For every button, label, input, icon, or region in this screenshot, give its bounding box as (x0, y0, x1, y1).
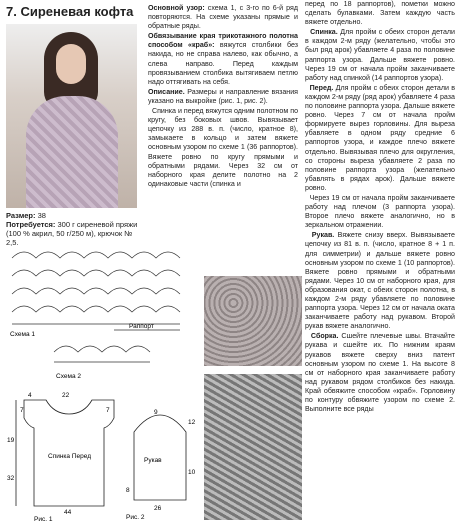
pattern-fig-2 (120, 388, 202, 522)
dim-8: 8 (126, 487, 130, 494)
materials-label: Потребуется: (6, 220, 56, 229)
fig-1-label: Рис. 1 (34, 516, 53, 522)
knit-detail-photo-2 (204, 374, 302, 520)
scheme-2-label: Схема 2 (56, 373, 81, 380)
fig-2-label: Рис. 2 (126, 514, 145, 521)
size-value: 38 (37, 211, 46, 220)
crochet-scheme-2 (44, 338, 174, 384)
dim-7-a: 7 (20, 407, 24, 414)
size-label: Размер: (6, 211, 36, 220)
dim-9: 9 (154, 409, 158, 416)
text-column-1 (148, 4, 298, 190)
paragraph: Описание. Размеры и направление вязания указано на выкройке (рис. 1, рис. 2). (148, 87, 298, 105)
dim-26: 26 (154, 505, 162, 512)
paragraph: Перед. Для пройм с обеих сторон детали в каждом 2-м ряду (ряд арок) убавляете 4 раза по половине раппорта узора. Дальше вяжете ровно. Через 7 см от начала пройм формируете вырез горловины. Для выреза убавляете в одном ряду средние 6 раппортов узора, и каждое плечо вяжете отдельно. Вывязывая плечо для округления, со стороны выреза убавляете 2 раза по половине раппорта узора (желательно убавлять в рядах арок). Дальше вяжете ровно. (305, 83, 455, 192)
paragraph: Спинка и перед вяжутся одним полотном по кругу, без боковых швов. Вывязывает цепочку из 288 в. п. (число, кратное 8), замыкаете в кольцо и затем вяжете основным узором по схеме 1 (36 раппортов). Вяжете ровно по кругу прямыми и обратными рядами. Через 32 см от наборного края делите полотно на 2 одинаковые части (спинка и (148, 107, 299, 188)
dim-22: 22 (62, 392, 70, 399)
crochet-scheme-1 (4, 246, 200, 338)
dim-32: 32 (7, 475, 15, 482)
pattern-fig-1 (4, 388, 120, 522)
paragraph: Рукав. Вяжете снизу вверх. Вывязываете цепочку из 81 в. п. (число, кратное 8 + 1 п. для симметрии) и дальше вяжете ровно основным узором по схеме 1 (10 раппортов). Вяжете ровно прямыми и обратными рядами. Через 10 см от наборного края, для образования окат, с обеих сторон полотна, в каждом 2-м ряду убавляете по половине раппорта узора. Через 12 см от начала оката заканчиваете работу над рукавом. Второй рукав вяжете аналогично. (305, 231, 455, 331)
paragraph: Основной узор: схема 1, с 3-го по 6-й ряд повторяются. На схеме указаны прямые и обратные ряды. (148, 4, 298, 31)
rapport-label: Раппорт (129, 323, 154, 330)
materials-info (6, 211, 146, 247)
back-front-label: Спинка Перед (48, 453, 92, 460)
dim-7-b: 7 (106, 407, 110, 414)
page-title: 7. Сиреневая кофта (6, 4, 134, 19)
scheme-1-label: Схема 1 (10, 331, 35, 338)
paragraph: Через 19 см от начала пройм заканчиваете работу над плечом (3 раппорта узора). Второе плечо вяжете аналогично, но в зеркальном отражении. (305, 193, 455, 230)
text-column-2 (305, 0, 455, 415)
paragraph: Сборка. Сшейте плечевые швы. Втачайте рукава и сшейте их. По нижним краям рукавов вяжете сверху вниз патент основным узором по схеме 1. На высоте 8 см от наборного края заканчиваете работу над рукавом рядом столбиков без накида. Край обвяжите способом «краб». Горловину по контуру обвяжите узором по схеме 2. Выполните все ряды (305, 332, 455, 414)
dim-10: 10 (188, 469, 196, 476)
paragraph: перед по 18 раппортов), пометки можно сделать булавками. Затем каждую часть вяжете отдельно. (305, 0, 455, 27)
dim-19: 19 (7, 437, 15, 444)
dim-4: 4 (28, 392, 32, 399)
dim-12: 12 (188, 419, 196, 426)
model-photo (6, 24, 137, 208)
dim-44: 44 (64, 509, 72, 516)
paragraph: Спинка. Для пройм с обеих сторон детали в каждом 2-м ряду (желательно, чтобы это был ряд арок) убавляете 4 раза по половине раппорта узора. Дальше вяжете ровно. Через 19 см от начала пройм заканчиваете работу над спинкой (14 раппортов узора). (305, 28, 455, 82)
materials-value: 300 г сиреневой пряжи (100 % акрил, 50 г/250 м), крючок № 2,5. (6, 220, 138, 247)
paragraph: Обвязывание края трикотажного полотна способом «краб»: вяжутся столбики без накида, но не справа налево, как обычно, а слева направо. Перед каждым провязыванием столбика вытягиваем петлю надо оттягивать на себя. (148, 32, 298, 86)
knit-detail-photo-1 (204, 276, 302, 366)
sleeve-label: Рукав (144, 457, 162, 464)
